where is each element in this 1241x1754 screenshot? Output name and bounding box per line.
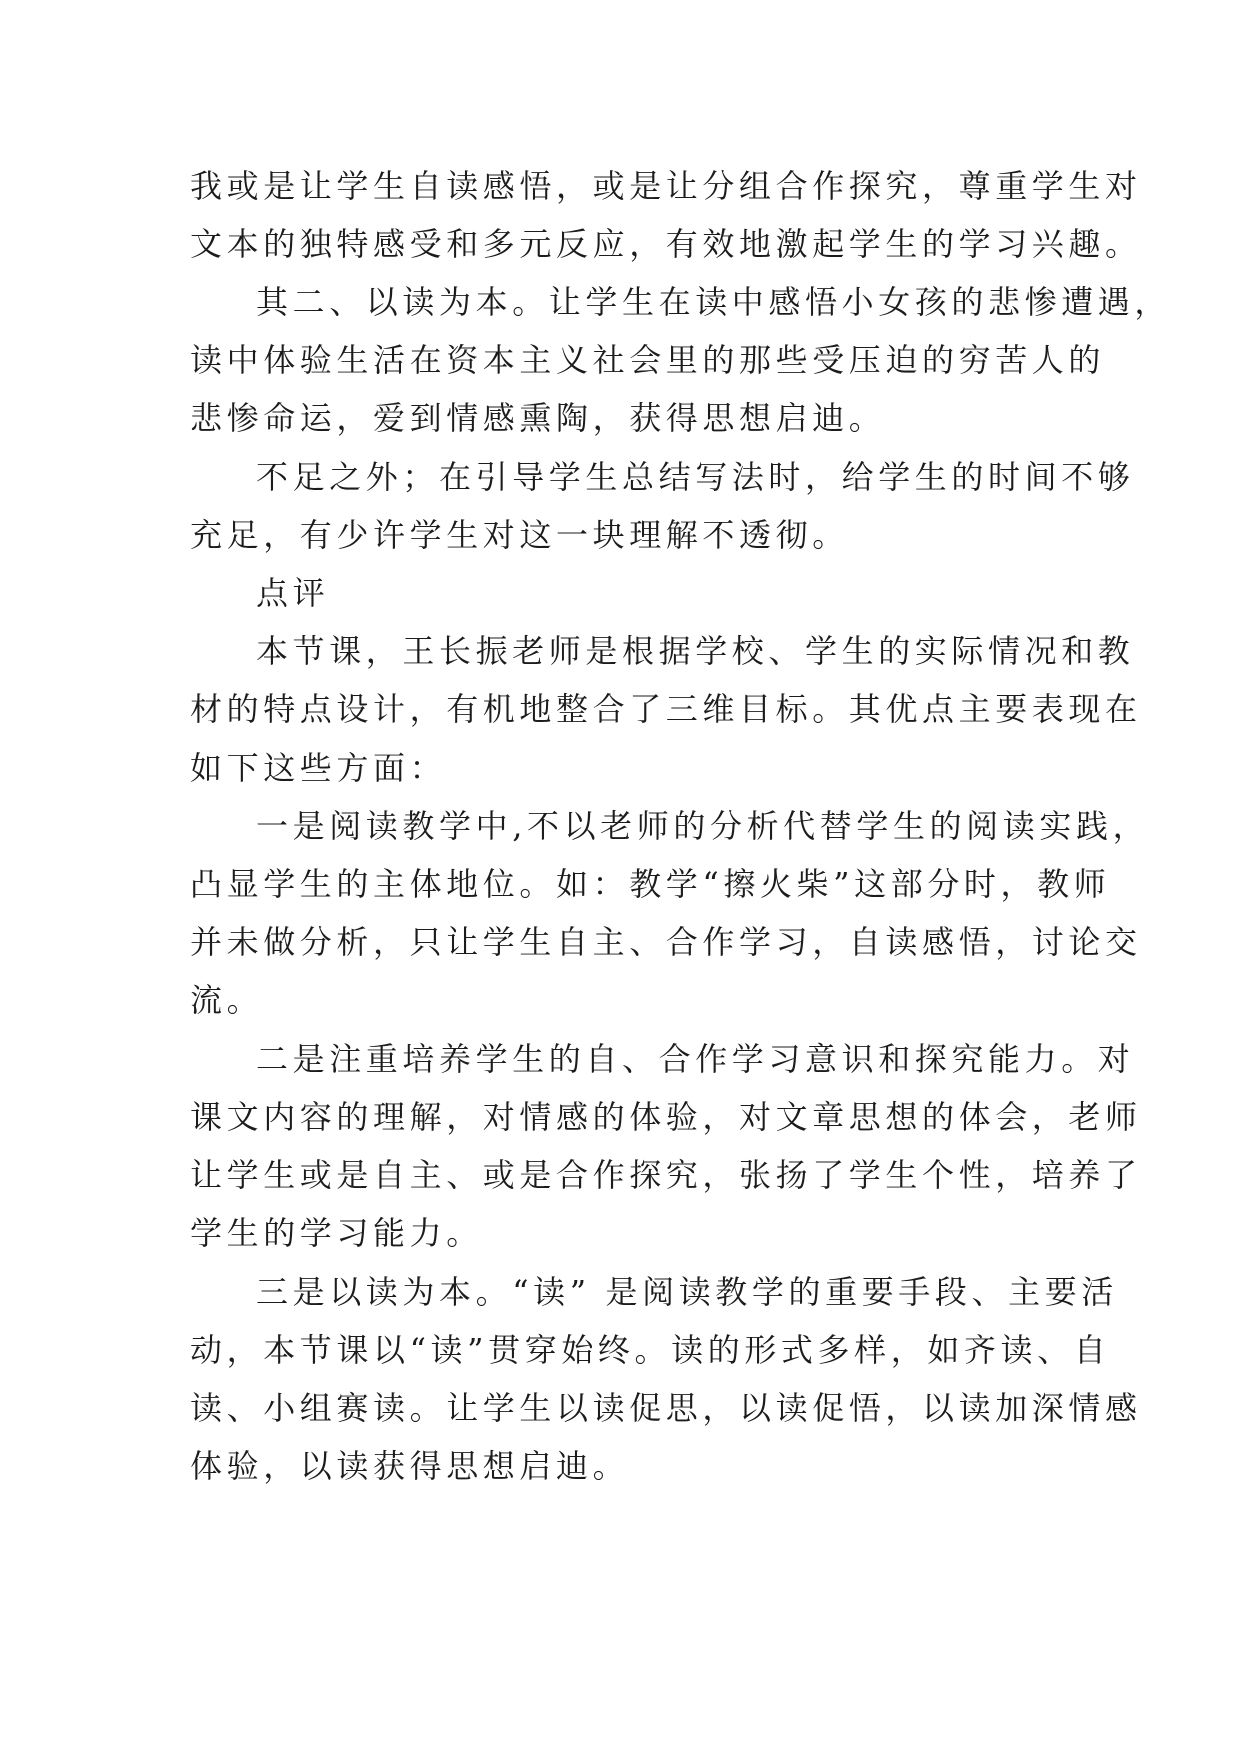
section-heading: 点评 [256, 574, 330, 612]
paragraph-first-line: 本节课，王长振老师是根据学校、学生的实际情况和教 [256, 632, 1135, 670]
text-line: 课文内容的理解，对情感的体验，对文章思想的体会，老师 [190, 1098, 1142, 1136]
text-line: 读、小组赛读。让学生以读促思，以读促悟，以读加深情感 [190, 1389, 1142, 1427]
text-line: 学生的学习能力。 [190, 1214, 483, 1252]
text-line: 体验，以读获得思想启迪。 [190, 1447, 630, 1485]
text-line: 我或是让学生自读感悟，或是让分组合作探究，尊重学生对 [190, 167, 1142, 205]
text-line: 悲惨命运，爱到情感熏陶，获得思想启迪。 [190, 399, 886, 437]
text-line: 凸显学生的主体地位。如：教学“擦火柴”这部分时，教师 [190, 865, 1111, 903]
text-line: 动，本节课以“读”贯穿始终。读的形式多样，如齐读、自 [190, 1331, 1111, 1369]
text-line: 流。 [190, 981, 264, 1019]
text-line: 读中体验生活在资本主义社会里的那些受压迫的穷苦人的 [190, 341, 1106, 379]
paragraph-first-line: 三是以读为本。“读” 是阅读教学的重要手段、主要活 [256, 1273, 1118, 1311]
paragraph-first-line: 不足之外；在引导学生总结写法时，给学生的时间不够 [256, 458, 1135, 496]
text-line: 充足，有少许学生对这一块理解不透彻。 [190, 516, 849, 554]
text-line: 让学生或是自主、或是合作探究，张扬了学生个性，培养了 [190, 1156, 1142, 1194]
paragraph-first-line: 一是阅读教学中,不以老师的分析代替学生的阅读实践， [256, 807, 1150, 845]
text-line: 材的特点设计，有机地整合了三维目标。其优点主要表现在 [190, 690, 1142, 728]
text-line: 并未做分析，只让学生自主、合作学习，自读感悟，讨论交 [190, 923, 1142, 961]
paragraph-first-line: 二是注重培养学生的自、合作学习意识和探究能力。对 [256, 1040, 1135, 1078]
text-line: 文本的独特感受和多元反应，有效地激起学生的学习兴趣。 [190, 225, 1142, 263]
paragraph-first-line: 其二、以读为本。让学生在读中感悟小女孩的悲惨遭遇， [256, 283, 1172, 321]
text-line: 如下这些方面： [190, 749, 447, 787]
